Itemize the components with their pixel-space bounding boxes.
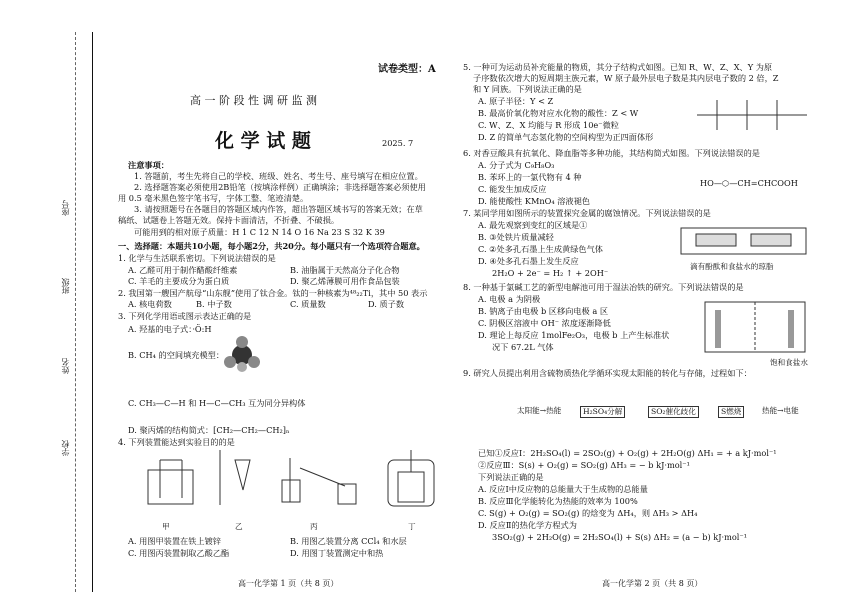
q9-equation: 3SO₂(g) + 2H₂O(g) = 2H₂SO₄(l) + S(s) ΔH₂ = (a − b) kJ·mol⁻¹ [492,532,747,542]
q2-option-b: B. 中子数 [196,299,232,309]
q8-electrolysis-figure [700,292,810,356]
q4-option-c: C. 用图丙装置制取乙酸乙酯 [128,548,230,558]
q4-option-d: D. 用图丁装置测定中和热 [290,548,384,558]
footer-page-2: 高一化学第 2 页（共 8 页） [602,579,703,588]
figure-label-yi: 乙 [235,522,243,531]
q1-option-d: D. 聚乙烯薄膜可用作食品包装 [290,276,400,286]
q5-stem: 5. 一种可为运动员补充能量的物质，其分子结构式如图。已知 R、W、Z、X、Y 为原 [463,62,773,72]
q7-option-b: B. ③处铁片质量减轻 [478,232,554,242]
class-label: 班级 [61,278,70,294]
cut-line [75,32,76,592]
figure-label-ding: 丁 [408,522,416,531]
figure-label-jia: 甲 [162,522,170,531]
q5-option-d: D. Z 的简单气态氢化物的空间构型为正四面体形 [478,132,654,142]
q7-stem: 7. 某同学用如图所示的装置探究金属的腐蚀情况。下列说法错误的是 [463,208,711,218]
flow-so2-disproportionation: SO₂催化歧化 [648,406,699,418]
flow-heat-to-electric: 热能→电能 [762,406,799,415]
q3-option-c: C. CH₃—C—H 和 H—C—CH₃ 互为同分异构体 [128,398,306,408]
school-label: 学校 [61,440,70,456]
q5-structure-diagram [692,90,812,140]
q6-option-a: A. 分子式为 C₉H₈O₃ [478,160,555,170]
paper-type: 试卷类型：A [378,64,436,75]
q2-stem: 2. 我国第一艘国产航母“山东舰”使用了钛合金。钛的一种核素为⁴⁸₂₂Ti，其中 50 表示 [118,288,428,298]
q9-option-d: D. 反应Ⅱ的热化学方程式为 [478,520,577,530]
q8-option-b: B. 钠离子由电极 b 区移向电极 a 区 [478,306,609,316]
exam-date: 2025. 7 [382,138,414,148]
q6-structure: HO—⬡—CH=CHCOOH [700,178,798,188]
seat-label: 座号 [61,200,70,216]
notes-heading: 注意事项： [128,160,169,170]
q6-option-b: B. 苯环上的一氯代物有 4 种 [478,172,582,182]
q2-option-d: D. 质子数 [368,299,405,309]
q7-equation: 2H₂O + 2e⁻ = H₂ ↑ + 2OH⁻ [492,268,609,278]
q1-stem: 1. 化学与生活联系密切。下列说法错误的是 [118,253,276,263]
q9-option-a: A. 反应Ⅰ中反应物的总能量大于生成物的总能量 [478,484,648,494]
q3-stem: 3. 下列化学用语或图示表达正确的是 [118,311,252,321]
q7-corrosion-figure [676,220,811,260]
q8-figure-caption: 饱和食盐水 [770,358,808,367]
q3-option-b: B. CH₄ 的空间填充模型： [128,350,225,360]
note-line: 2. 选择题答案必须使用2B铅笔（按填涂样例）正确填涂；非选择题答案必须使用 [134,182,426,192]
q8-option-c: C. 阴极区溶液中 OH⁻ 浓度逐渐降低 [478,318,611,328]
ch4-space-filling-model [220,335,264,375]
q6-option-c: C. 能发生加成反应 [478,184,547,194]
note-line: 用 0.5 毫米黑色签字笔书写，字体工整、笔迹清楚。 [118,193,309,203]
name-label: 姓名 [61,358,70,374]
q8-option-a: A. 电极 a 为阴极 [478,294,541,304]
q9-given-1: 已知①反应Ⅰ：2H₂SO₄(l) = 2SO₂(g) + O₂(g) + 2H₂O(g) ΔH₁ = + a kJ·mol⁻¹ [478,448,777,458]
q8-option-d-cont: 况下 67.2L 气体 [492,342,554,352]
q4-apparatus-figure [140,450,460,520]
q5-option-b: B. 最高价氧化物对应水化物的酸性：Z < W [478,108,639,118]
q4-option-b: B. 用图乙装置分离 CCl₄ 和水层 [290,536,407,546]
flow-s-combustion: S燃烧 [718,406,744,418]
flow-h2so4-decomposition: H₂SO₄分解 [580,406,625,418]
binding-line [92,32,93,592]
q4-option-a: A. 用图甲装置在铁上镀锌 [128,536,221,546]
q1-option-a: A. 乙醛可用于制作醋酸纤维素 [128,265,238,275]
q7-figure-caption: 滴有酚酞和食盐水的琼脂 [690,262,774,271]
q5-stem-line2: 子序数依次增大的短周期主族元素，W 原子最外层电子数是其内层电子数的 2 倍，Z [473,73,779,83]
q7-option-d: D. ④处多孔石墨上发生反应 [478,256,579,266]
q6-stem: 6. 对香豆酸具有抗氧化、降血脂等多种功能，其结构简式如图。下列说法错误的是 [463,148,760,158]
q9-option-b: B. 反应Ⅲ化学能转化为热能的效率为 100% [478,496,638,506]
q1-option-b: B. 油脂属于天然高分子化合物 [290,265,400,275]
note-line: 3. 请按照题号在各题目的答题区域内作答，超出答题区域书写的答案无效；在草 [134,204,423,214]
q9-ask: 下列说法正确的是 [478,472,544,482]
exam-subtitle: 高 一 阶 段 性 调 研 监 测 [190,94,317,107]
flow-solar-to-heat: 太阳能→热能 [517,406,562,415]
note-line: 稿纸、试题卷上答题无效。保持卡面清洁，不折叠、不破损。 [118,215,340,225]
q7-option-a: A. 最先观察到变红的区域是① [478,220,588,230]
section-heading: 一、选择题：本题共10小题，每小题2分，共20分。每小题只有一个选项符合题意。 [118,241,425,251]
note-line: 1. 答题前，考生先将自己的学校、班级、姓名、考生号、座号填写在相应位置。 [134,171,423,181]
page-title: 化 学 试 题 [215,130,311,152]
q3-option-a: A. 羟基的电子式：·Ö:H [128,324,212,334]
q7-option-c: C. ②处多孔石墨上生成黄绿色气体 [478,244,603,254]
q9-given-2: ②反应Ⅲ：S(s) + O₂(g) = SO₂(g) ΔH₃ = − b kJ·mol⁻¹ [478,460,690,470]
q4-stem: 4. 下列装置能达到实验目的的是 [118,437,235,447]
q8-option-d: D. 理论上每反应 1molFe₂O₃，电极 b 上产生标准状 [478,330,670,340]
footer-page-1: 高一化学第 1 页（共 8 页） [238,579,339,588]
q5-option-a: A. 原子半径：Y < Z [478,96,554,106]
q2-option-a: A. 核电荷数 [128,299,172,309]
q3-option-d: D. 聚丙烯的结构简式：[CH₂—CH₂—CH₂]ₙ [128,425,290,435]
q2-option-c: C. 质量数 [290,299,326,309]
q9-option-c: C. S(g) + O₂(g) = SO₂(g) 的焓变为 ΔH₄，则 ΔH₃ > ΔH₄ [478,508,698,518]
q9-stem: 9. 研究人员提出利用含硫物质热化学循环实现太阳能的转化与存储，过程如下： [463,368,752,378]
figure-label-bing: 丙 [310,522,318,531]
q8-stem: 8. 一种基于氯碱工艺的新型电解池可用于湿法冶铁的研究。下列说法错误的是 [463,282,744,292]
q5-option-c: C. W、Z、X 均能与 R 形成 10e⁻微粒 [478,120,619,130]
q1-option-c: C. 羊毛的主要成分为蛋白质 [128,276,230,286]
atomic-mass-line: 可能用到的相对原子质量：H 1 C 12 N 14 O 16 Na 23 S 32 K 39 [134,227,385,237]
q6-option-d: D. 能使酸性 KMnO₄ 溶液褪色 [478,196,590,206]
q5-stem-line3: 和 Y 同族。下列说法正确的是 [473,84,582,94]
